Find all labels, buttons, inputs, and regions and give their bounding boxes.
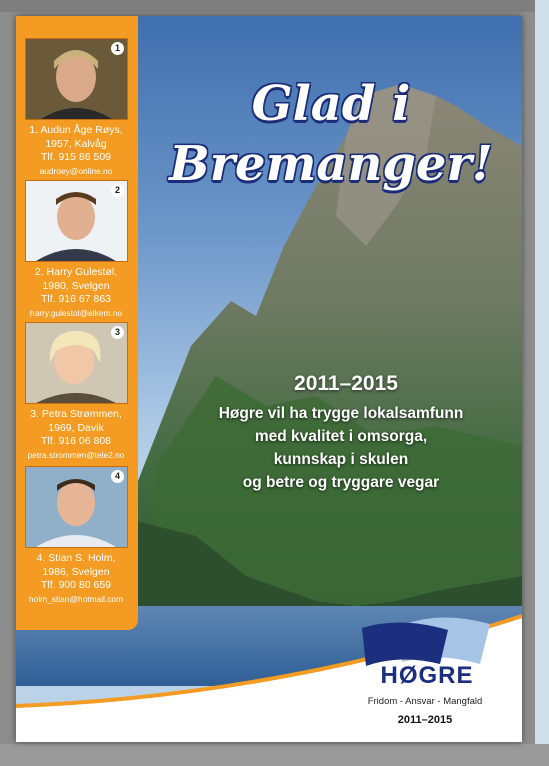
candidate-number-badge: 4 [111,470,124,483]
slogan-block [181,402,501,494]
candidate-name: 3. Petra Strømmen, [30,408,122,420]
candidate-born-place: 1980, Svelgen [42,279,110,292]
candidate-name: 1. Audun Åge Røys, [29,124,123,136]
logo-wordmark: HØGRE [380,662,474,689]
slogan-line: og betre og tryggare vegar [242,474,440,491]
title-line-2: Bremanger! [169,136,493,192]
candidate-born-place: 1957, Kalvåg [45,137,107,150]
candidate-name: 4. Stian S. Holm, [36,552,116,564]
candidate-email: harry.gulestol@elkem.no [29,307,123,318]
candidate-sidebar [16,16,138,630]
poster-page [16,16,522,742]
candidate-info [22,552,130,606]
candidate-number-badge: 3 [111,326,124,339]
candidate-born-place: 1969, Davik [48,421,104,434]
candidate-email: petra.strommen@tele2.no [27,449,125,460]
candidate-card [22,38,130,178]
period-heading: 2011–2015 [294,372,398,395]
window-frame-right [535,0,549,766]
candidate-card [22,180,130,320]
candidate-number-badge: 2 [111,184,124,197]
candidate-info [22,124,130,178]
candidate-info [22,266,130,320]
slogan-line: kunnskap i skulen [273,451,409,468]
candidate-email: holm_stian@hotmail.com [28,593,124,604]
logo-years: 2011–2015 [397,714,453,726]
poster-title [166,74,496,194]
candidate-phone: Tlf. 900 80 659 [40,579,112,591]
candidate-card [22,466,130,606]
candidate-info [22,408,130,462]
window-frame-bottom [0,744,549,766]
title-line-1: Glad i [251,76,411,132]
candidate-phone: Tlf. 916 06 808 [40,435,112,447]
candidate-photo [25,38,128,120]
candidate-email: audroey@online.no [39,165,113,176]
candidate-name: 2. Harry Gulestøl, [34,266,118,278]
logo-tagline: Fridom - Ansvar - Mangfald [367,696,483,707]
candidate-card [22,322,130,462]
candidate-number-badge: 1 [111,42,124,55]
slogan-line: Høgre vil ha trygge lokalsamfunn [218,405,464,422]
window-frame-top [0,0,549,12]
candidate-photo [25,322,128,404]
candidate-born-place: 1986, Svelgen [42,565,110,578]
hogre-logo [340,614,510,734]
candidate-phone: Tlf. 915 86 509 [40,151,112,163]
candidate-phone: Tlf. 916 67 863 [40,293,112,305]
candidate-photo [25,466,128,548]
slogan-line: med kvalitet i omsorga, [254,428,428,445]
candidate-photo [25,180,128,262]
